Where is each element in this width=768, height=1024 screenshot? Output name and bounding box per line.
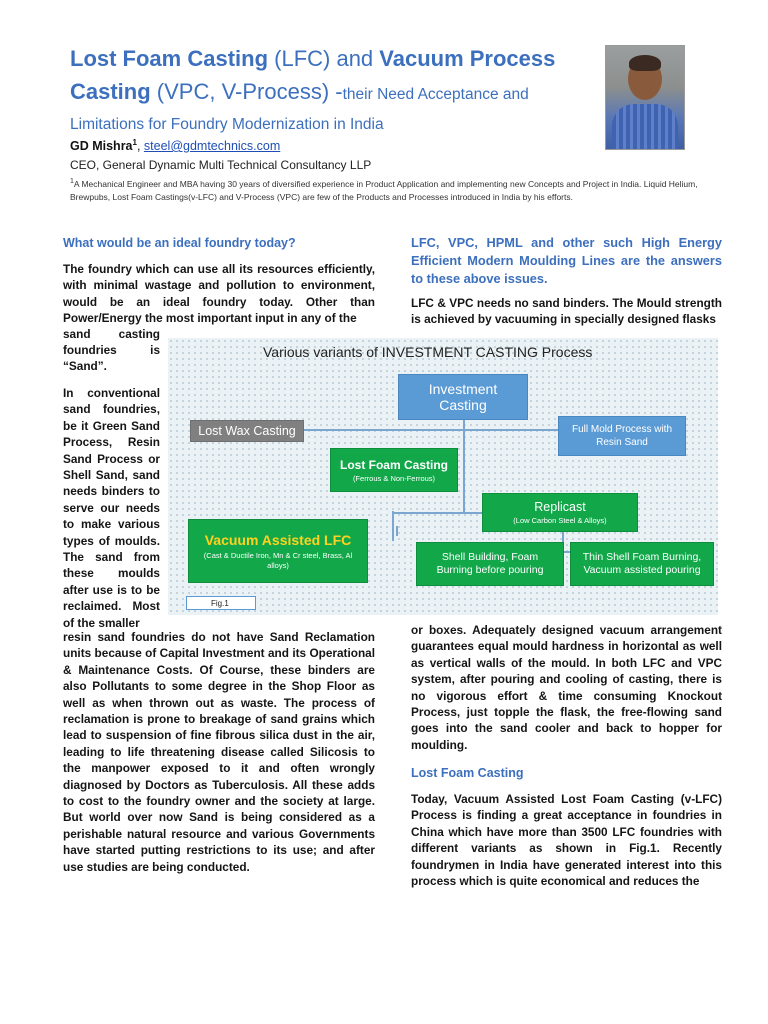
figure-label: Fig.1 [186, 596, 256, 610]
paragraph-conventional-foundries-continued: resin sand foundries do not have Sand Reclamation units because of Capital Investment and its Operational & Maintenance Costs. Of Course, these binders are also Pollutants to some degree in the Shop Floor as well as when thrown out as waste. The process of reclamation is prone to breakage of sand grains which lead to suspension of fine fibrous silica dust in the air, leading to life threatening disease called Silicosis to the manpower exposed to it and often wrongly diagnosed by Doctors as Tuberculosis. All these adds to cost to the foundry owner and the society at large. But world over now Sand is being considered as a perishable natural resource and various Governments have started putting restrictions to its use; and after use studies are being conducted. [63, 630, 375, 874]
author-name: GD Mishra [70, 139, 133, 154]
node-vacuum-assisted-lfc: Vacuum Assisted LFC (Cast & Ductile Iron, Mn & Cr steel, Brass, Al alloys) [188, 519, 368, 583]
paragraph-conventional-foundries: In conventional sand foundries, be it Green Sand Process, Resin Sand Process or Shell Sand, sand needs binders to serve our needs to make various types of moulds. The sand from these moulds after use is to be reclaimed. Most of the smaller [63, 386, 160, 630]
paragraph-ideal-foundry-wrap-3: “Sand”. [63, 359, 107, 373]
paragraph-ideal-foundry-wrap-1: sand casting [63, 327, 160, 341]
section-heading-ideal-foundry: What would be an ideal foundry today? [63, 236, 296, 250]
section-heading-modern-lines: LFC, VPC, HPML and other such High Energy Efficient Modern Moulding Lines are the answers to these above issues. [411, 235, 722, 286]
paragraph-ideal-foundry-wrap-2: foundries is [63, 343, 160, 357]
node-lost-wax-casting: Lost Wax Casting [190, 420, 304, 442]
node-shell-building: Shell Building, Foam Burning before pouring [416, 542, 564, 586]
node-investment-casting: Investment Casting [398, 374, 528, 420]
figure-investment-casting-variants [168, 338, 718, 615]
paragraph-lost-foam-casting: Today, Vacuum Assisted Lost Foam Casting (v-LFC) Process is finding a great acceptance in foundries in China which have more than 3500 LFC foundries with different variants as shown in Fig.1. Recently foundrymen in India have generated interest into this process which is quite economical and reduces the [411, 792, 722, 889]
author-email-link[interactable]: steel@gdmtechnics.com [143, 139, 281, 154]
node-replicast: Replicast (Low Carbon Steel & Alloys) [482, 493, 638, 532]
node-thin-shell-foam-burning: Thin Shell Foam Burning, Vacuum assisted pouring [570, 542, 714, 586]
node-full-mold-process: Full Mold Process with Resin Sand [558, 416, 686, 456]
section-heading-lost-foam-casting: Lost Foam Casting [411, 766, 524, 780]
figure-title: Various variants of INVESTMENT CASTING Process [263, 344, 593, 360]
node-lost-foam-casting: Lost Foam Casting (Ferrous & Non-Ferrous) [330, 448, 458, 492]
paragraph-lfc-vpc-continued: or boxes. Adequately designed vacuum arrangement guarantees equal mould hardness in horizontal as well as vertical walls of the mould. In both LFC and VPC system, after pouring and cooling of casting, there is no vigorous effort & time consuming Knockout Process, just topple the flask, the free-flowing sand goes into the sand cooler and back to hopper for moulding. [411, 623, 722, 752]
paper-title: Lost Foam Casting (LFC) and Vacuum Process Casting (VPC, V-Process) -their Need Acceptance and Limitations for Foundry Modernization in India [70, 46, 556, 133]
author-footnote: $^1$A Mechanical Engineer and MBA having 30 years of diversified experience in Product Application and implementing new Concepts and Project in India. Liquid Helium, Brewpubs, Lost Foam Castings(v-LFC) and V-Process (VPC) are few of the Products and Processes introduced in India by his efforts. [70, 178, 698, 202]
author-photo [605, 45, 685, 150]
paragraph-ideal-foundry: The foundry which can use all its resources efficiently, with minimal wastage and pollution to environment, would be an ideal foundry today. Other than Power/Energy the most important input in any of the [63, 262, 375, 326]
author-affiliation: CEO, General Dynamic Multi Technical Consultancy LLP [70, 158, 372, 172]
author-line: GD Mishra$^1$, steel@gdmtechnics.com [70, 138, 281, 154]
paragraph-lfc-vpc: LFC & VPC needs no sand binders. The Mould strength is achieved by vacuuming in specially designed flasks [411, 296, 722, 327]
